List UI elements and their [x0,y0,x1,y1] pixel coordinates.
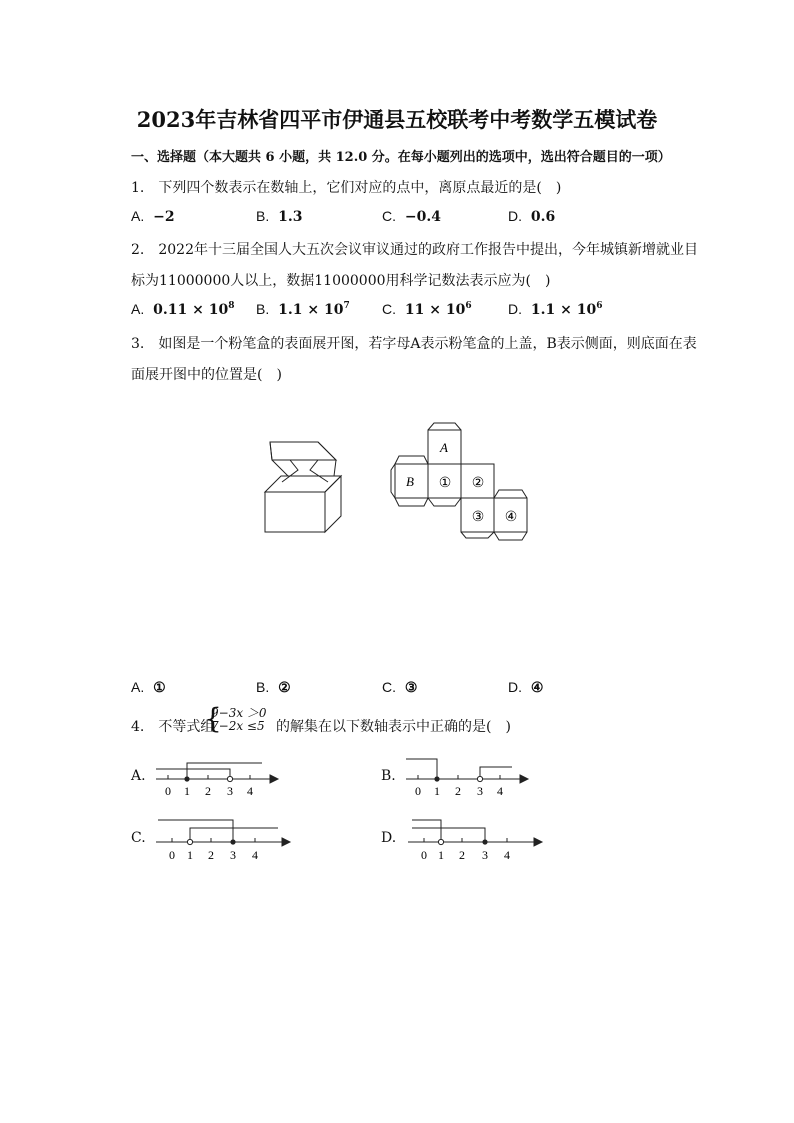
open-point [438,839,443,844]
tick-label: 1 [184,784,190,798]
q3-option-a[interactable]: A. ① [131,679,166,696]
tick-label: 3 [482,848,488,862]
net-label-3: ③ [471,510,485,525]
question-1-stem: 1. 下列四个数表示在数轴上，它们对应的点中，离原点最近的是( ) [131,180,562,196]
q1-option-d[interactable]: D. 0.6 [508,208,556,225]
question-2-stem-line1: 2. 2022年十三届全国人大五次会议审议通过的政府工作报告中提出，今年城镇新增就业目 [131,242,698,258]
net-label-4: ④ [504,510,518,525]
box-top-face [265,476,341,492]
q4-option-d-label[interactable]: D. [381,830,397,846]
q2-option-b[interactable]: B. $1.1 \times 10^7$ [256,301,350,318]
section-heading: 一、选择题（本大题共 6 小题，共 12.0 分。在每小题列出的选项中，选出符合题目的一项） [131,150,671,165]
tick-label: 1 [187,848,193,862]
question-3-stem-line1: 3. 如图是一个粉笔盒的表面展开图，若字母A表示粉笔盒的上盖，B表示侧面，则底面在表 [131,336,697,352]
inequality-system [204,702,267,735]
q4-option-c-number-line [150,818,294,866]
q2-option-d[interactable]: D. $1.1 \times 10^6$ [508,301,603,318]
box-lid [270,442,336,476]
tick-label: 3 [477,784,483,798]
q4-option-d-number-line [404,818,548,866]
tick-label: 2 [205,784,211,798]
q2-option-a[interactable]: A. $0.11 \times 10^8$ [131,301,235,318]
tick-label: 2 [455,784,461,798]
q3-option-b[interactable]: B. ② [256,679,291,696]
inequality-2: 7−2x ≤5 [211,719,265,733]
tick-label: 4 [497,784,503,798]
open-point [227,776,232,781]
question-4-prefix: 4. 不等式组 [131,719,215,735]
open-point [187,839,192,844]
net-label-a: A [440,440,448,455]
q4-option-c-label[interactable]: C. [131,830,146,846]
q3-option-c[interactable]: C. ③ [382,679,418,696]
tick-label: 0 [415,784,421,798]
page-title: 2023年吉林省四平市伊通县五校联考中考数学五模试卷 [136,107,658,132]
chalk-box-illustration [258,436,350,536]
question-2-stem-line2: 标为11000000人以上，数据11000000用科学记数法表示应为( ) [131,273,551,289]
tick-label: 1 [438,848,444,862]
tick-label: 2 [459,848,465,862]
tick-label: 0 [169,848,175,862]
tick-label: 4 [247,784,253,798]
question-3-stem-line2: 面展开图中的位置是( ) [131,367,282,383]
inequality-1: 9−3x ＞0 [211,706,267,720]
q4-option-b-label[interactable]: B. [381,768,396,784]
q1-option-a[interactable]: A. −2 [131,208,175,225]
box-front-face [265,492,325,532]
tick-label: 3 [230,848,236,862]
brace-symbol: { [204,702,222,735]
tick-label: 2 [208,848,214,862]
solid-point [230,839,235,844]
surface-net-diagram [388,420,532,546]
q4-option-a-label[interactable]: A. [131,768,146,784]
q1-option-c[interactable]: C. −0.4 [382,208,441,225]
net-label-2: ② [471,476,485,491]
tick-label: 0 [165,784,171,798]
question-4-suffix: 的解集在以下数轴表示中正确的是( ) [276,719,511,735]
q4-option-a-number-line [150,755,280,803]
tick-label: 4 [252,848,258,862]
q3-option-d[interactable]: D. ④ [508,679,544,696]
q1-option-b[interactable]: B. 1.3 [256,208,303,225]
tick-label: 3 [227,784,233,798]
net-label-b: B [406,474,414,489]
net-label-1: ① [438,476,452,491]
q2-option-c[interactable]: C. $11 \times 10^6$ [382,301,472,318]
tick-label: 0 [421,848,427,862]
open-point [477,776,482,781]
tick-label: 4 [504,848,510,862]
solid-point [434,776,439,781]
tick-label: 1 [434,784,440,798]
q4-option-b-number-line [400,755,530,803]
solid-point [184,776,189,781]
solid-point [482,839,487,844]
